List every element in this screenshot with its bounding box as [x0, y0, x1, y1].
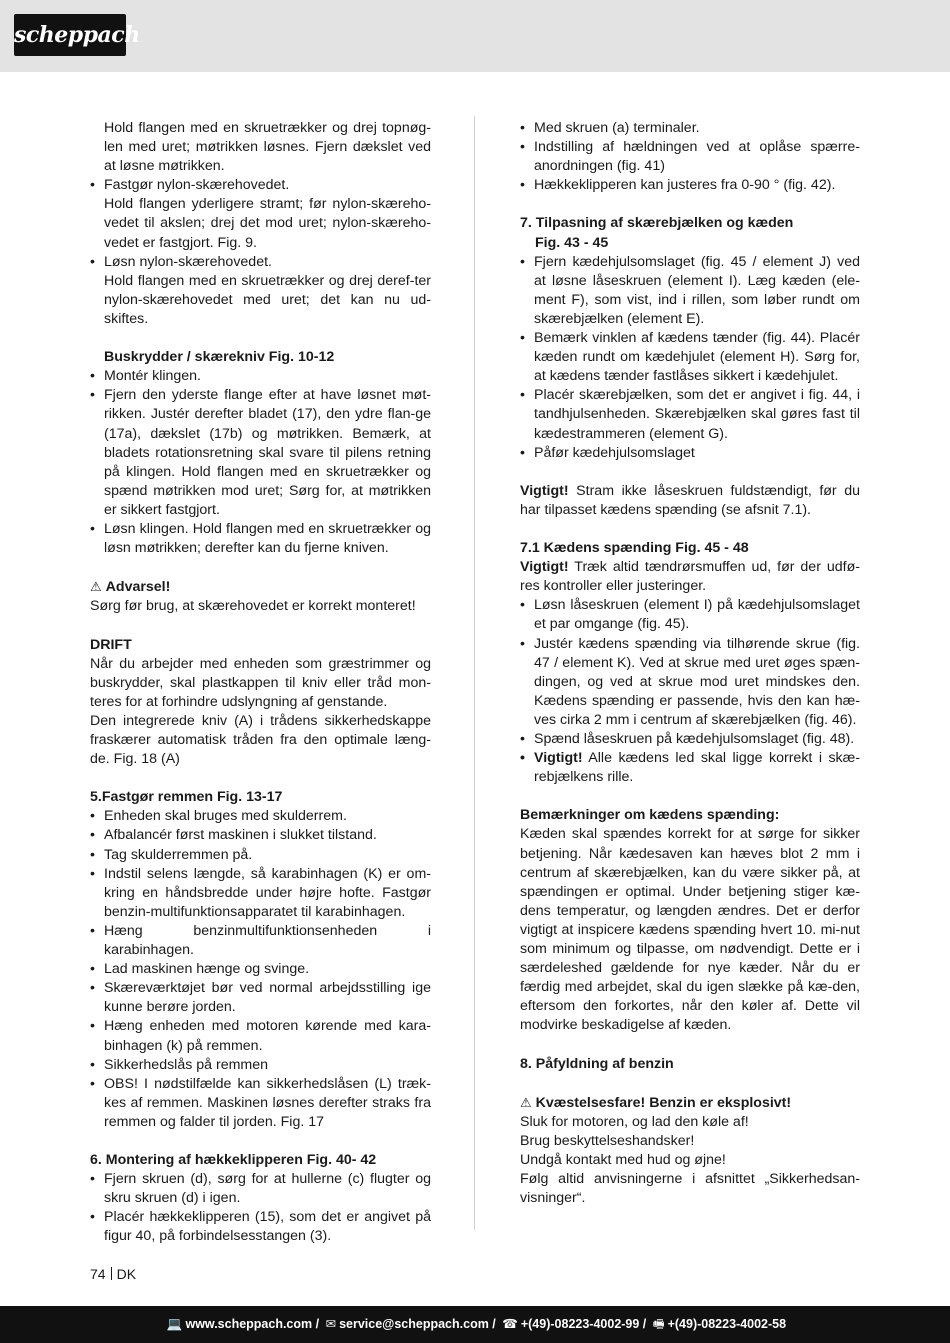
list-item: • Påfør kædehjulsomslaget — [520, 444, 695, 461]
danger-line: Undgå kontakt med hud og øjne! — [520, 1152, 726, 1169]
list-item: • Vigtigt! Alle kædens led skal ligge korrekt i skæ-rebjælkens rille. — [520, 750, 860, 786]
warning-icon: ⚠ — [90, 579, 102, 595]
column-divider — [474, 116, 475, 1230]
paragraph: Hold flangen yderligere stramt; før nylon-skæreho-vedet til akslen; drej det mod uret; nylon-skæreho-vedet er fastgjort. Fig. 9. — [104, 196, 431, 251]
section-heading: 7.1 Kædens spænding Fig. 45 - 48 — [520, 540, 749, 557]
list-item: • Fastgør nylon-skærehovedet. — [90, 176, 431, 195]
bullet-icon: • — [90, 253, 95, 270]
danger-line: Følg altid anvisningerne i afsnittet „Sikkerhedsan-visninger“. — [520, 1171, 860, 1207]
list-item: • Tag skulderremmen på. — [90, 846, 253, 863]
list-item: • Placér hækkeklipperen (15), som det er angivet på figur 40, på forbindelsesstangen (3). — [90, 1209, 431, 1245]
fax-number: +(49)-08223-4002-58 — [667, 1317, 787, 1331]
list-item: • Indstilling af hældningen ved at oplåse spærre-anordningen (fig. 41) — [520, 139, 860, 175]
right-column — [520, 119, 860, 1208]
scheppach-logo: scheppach — [14, 14, 126, 56]
danger-line: Brug beskyttelseshandsker! — [520, 1132, 695, 1149]
list-item: • Hæng benzinmultifunktionsenheden i karabinhagen. — [90, 922, 431, 959]
paragraph: Den integrerede kniv (A) i trådens sikkerhedskappe fraskærer automatisk tråden fra den optimale læng-de. Fig. 18 (A) — [90, 712, 431, 768]
warning-text: Sørg før brug, at skærehovedet er korrekt monteret! — [90, 598, 416, 615]
bullet-icon: • — [90, 177, 95, 194]
important-note: Vigtigt! Stram ikke låseskruen fuldstændigt, før du har tilpasset kædens spænding (se afsnit 7.1). — [520, 482, 860, 518]
list-item: • Afbalancér først maskinen i slukket tilstand. — [90, 827, 377, 844]
paragraph: Hold flangen med en skruetrækker og drej deref-ter nylon-skærehovedet med uret; det kan nu ud-skiftes. — [104, 272, 431, 327]
list-item: • Fjern skruen (d), sørg for at hullerne (c) flugter og skru skruen (d) i igen. — [90, 1171, 431, 1207]
list-item: • Hækkeklipperen kan justeres fra 0-90 ° (fig. 42). — [520, 177, 836, 194]
section-heading: 8. Påfyldning af benzin — [520, 1055, 674, 1072]
section-heading: Bemærkninger om kædens spænding: — [520, 807, 780, 824]
mail-icon: ✉ — [325, 1317, 337, 1331]
list-item: • Indstil selens længde, så karabinhagen (K) er om-kring en håndsbredde under højre hofte. Fastgør benzin-multifunktionsapparatet til karabinhagen. — [90, 865, 431, 920]
danger-line: Sluk for motoren, og lad den køle af! — [520, 1113, 749, 1130]
section-heading: DRIFT — [90, 636, 132, 653]
fax-icon: 🖷 — [652, 1317, 665, 1331]
computer-icon: 💻 — [166, 1317, 183, 1331]
list-item: • Løsn nylon-skærehovedet. — [90, 253, 431, 272]
list-item: • Bemærk vinklen af kædens tænder (fig. 44). Placér kæden rundt om kædehjulet (element H). Sørg for, at kædens tænder fastlåses sikkert i kædehjulet. — [520, 330, 860, 385]
paragraph: Kæden skal spændes korrekt for at sørge for sikker betjening. Når kædesaven kan hæves blot 2 mm i centrum af skærebjælken, kan du være sikker på, at spændingen er optimal. Under betjening stiger kæ-dens temperatur, og længden ændres. Det er derfor vigtigt at inspicere kædens spænding hvert 10. mi-nut som minimum og tilpasse, om nødvendigt. Dette er i særdeleshed gældende for nye kæder. Når du er færdig med arbejdet, skal du igen slække på kæ-den, eftersom den forkortes, når den køler af. Dette vil modvirke beskadigelse af kæden. — [520, 826, 860, 1034]
danger-heading: ⚠ Kvæstelsesfare! Benzin er eksplosivt! — [520, 1094, 792, 1111]
intro-paragraph: Hold flangen med en skruetrækker og drej topnøg-len med uret; møtrikken løsnes. Fjern dækslet ved at løsne møtrikken. — [104, 120, 431, 175]
list-item: • Løsn klingen. Hold flangen med en skruetrækker og løsn møtrikken; derefter kan du fjerne kniven. — [90, 520, 431, 557]
page-number: 74 DK — [90, 1266, 137, 1282]
list-item: • Skæreværktøjet bør ved normal arbejdsstilling ige kunne berøre jorden. — [90, 980, 431, 1016]
contact-bar — [0, 1306, 950, 1343]
list-item: • Hæng enheden med motoren kørende med kara-binhagen (k) på remmen. — [90, 1018, 431, 1054]
left-column — [90, 119, 431, 1247]
section-heading: 7. Tilpasning af skærebjælken og kæden — [520, 215, 794, 232]
divider — [111, 1267, 112, 1280]
phone-number: +(49)-08223-4002-99 / — [520, 1317, 647, 1331]
email-link[interactable]: service@scheppach.com / — [339, 1317, 496, 1331]
website-link[interactable]: www.scheppach.com / — [185, 1317, 320, 1331]
list-item: • Lad maskinen hænge og svinge. — [90, 961, 310, 978]
warning-heading: ⚠ Advarsel! — [90, 579, 171, 596]
list-item: • Spænd låseskruen på kædehjulsomslaget (fig. 48). — [520, 731, 855, 747]
section-heading-figs: Fig. 43 - 45 — [535, 234, 609, 251]
phone-icon: ☎ — [502, 1317, 518, 1331]
list-item: • OBS! I nødstilfælde kan sikkerhedslåsen (L) træk-kes af remmen. Maskinen løsnes derefter straks fra remmen og falder til jorden. Fig. 17 — [90, 1075, 431, 1130]
list-item: • Sikkerhedslås på remmen — [90, 1056, 269, 1073]
list-item: • Løsn låseskruen (element I) på kædehjulsomslaget et par omgange (fig. 45). — [520, 597, 860, 633]
list-item: • Placér skærebjælken, som det er angivet i fig. 44, i tandhjulsenheden. Skærebjælken skal gøres fast til kædestrammeren (element G). — [520, 387, 860, 442]
header-band — [0, 0, 950, 72]
section-heading: 6. Montering af hækkeklipperen Fig. 40- 42 — [90, 1152, 377, 1169]
list-item: • Med skruen (a) terminaler. — [520, 120, 700, 136]
paragraph: Når du arbejder med enheden som græstrimmer og buskrydder, skal plastkappen til kniv eller tråd mon-teres for at forhindre udslyngning af genstande. — [90, 655, 431, 710]
warning-icon: ⚠ — [520, 1094, 532, 1110]
section-heading: 5.Fastgør remmen Fig. 13-17 — [90, 789, 283, 806]
section-heading: Buskrydder / skærekniv Fig. 10-12 — [104, 349, 335, 366]
list-item: • Fjern den yderste flange efter at have løsnet møt-rikken. Justér derefter bladet (17), den ydre flan-ge (17a), dækslet (17b) og møtrikken. Bemærk, at bladets rotationsretning skal svare til pilens retning på klingen. Hold flangen med en skruetrækker og spænd møtrikken mod uret; Sørg for, at møtrikken er sikkert fastgjort. — [90, 387, 431, 518]
list-item: • Justér kædens spænding via tilhørende skrue (fig. 47 / element K). Ved at skrue med uret øges spæn-dingen, og ved at skrue mod uret mindskes den. Kædens spænding er passende, hvis den kan hæ-ves cirka 2 mm i centrum af skærebjælken (fig. 46). — [520, 635, 860, 728]
list-item: • Fjern kædehjulsomslaget (fig. 45 / element J) ved at løsne låseskruen (element I). Læg kæden (ele-ment F), som vist, ind i rillen, som løber rundt om skærebjælken (element E). — [520, 253, 860, 327]
list-item: • Enheden skal bruges med skulderrem. — [90, 808, 347, 825]
list-item: • Montér klingen. — [90, 368, 201, 385]
important-note: Vigtigt! Træk altid tændrørsmuffen ud, før der udfø-res kontroller eller justeringer. — [520, 559, 860, 595]
